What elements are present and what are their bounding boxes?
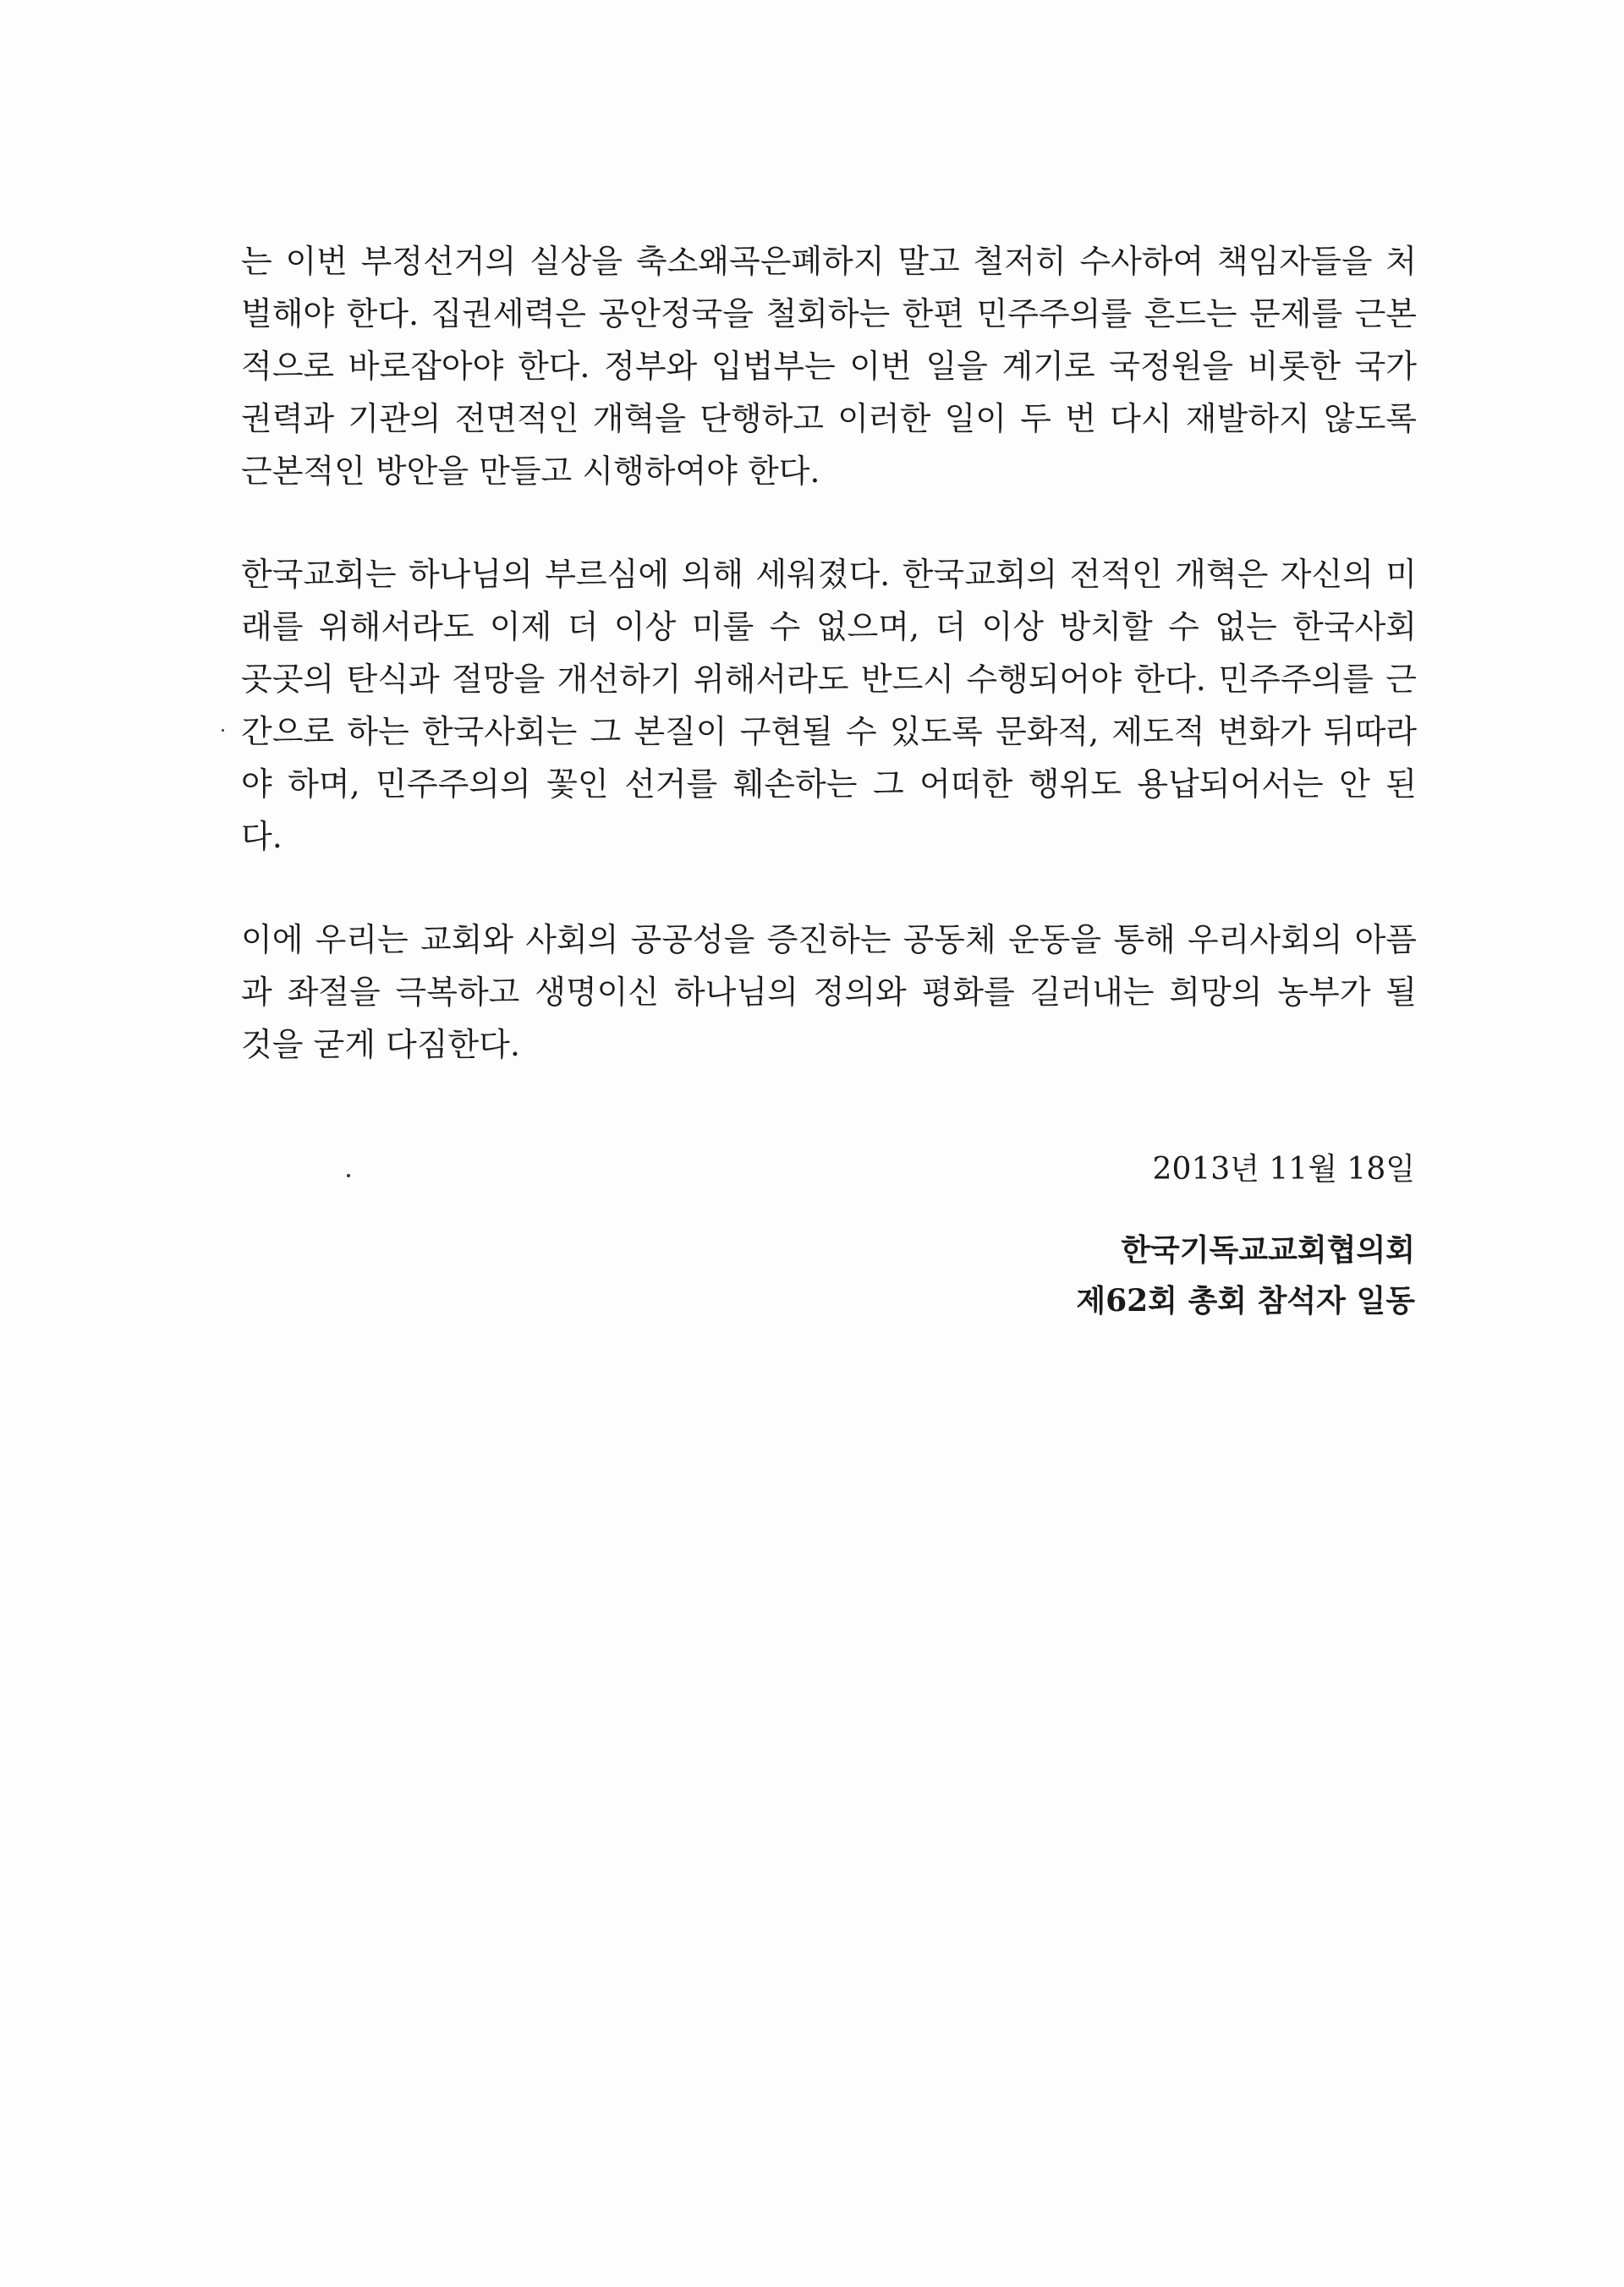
text-line: 근본적인 방안을 만들고 시행하여야 한다. xyxy=(241,452,820,490)
statement-date: 2013년 11월 18일 xyxy=(1152,1152,1415,1187)
paragraph-1 xyxy=(241,235,1417,497)
text-line: 이에 우리는 교회와 사회의 공공성을 증진하는 공동체 운동을 통해 우리사회의 아픔 xyxy=(241,921,1417,958)
text-line: 것을 굳게 다짐한다. xyxy=(241,1026,520,1063)
text-line: 권력과 기관의 전면적인 개혁을 단행하고 이러한 일이 두 번 다시 재발하지 않도록 xyxy=(241,400,1417,437)
organization-name: 한국기독교교회협의회 xyxy=(1121,1232,1415,1268)
text-line: 한국교회는 하나님의 부르심에 의해 세워졌다. 한국교회의 전적인 개혁은 자신의 미 xyxy=(241,556,1417,593)
text-line: 는 이번 부정선거의 실상을 축소왜곡은폐하지 말고 철저히 수사하여 책임자들을 처 xyxy=(241,243,1417,280)
text-line: 간으로 하는 한국사회는 그 본질이 구현될 수 있도록 문화적, 제도적 변화가 뒤따라 xyxy=(241,713,1417,750)
text-line: 다. xyxy=(241,818,283,855)
text-line: 곳곳의 탄식과 절망을 개선하기 위해서라도 반드시 수행되어야 한다. 민주주의를 근 xyxy=(241,661,1417,698)
statement-body xyxy=(241,235,1417,1122)
scan-speck xyxy=(222,729,224,732)
text-line: 야 하며, 민주주의의 꽃인 선거를 훼손하는 그 어떠한 행위도 용납되어서는 안 된 xyxy=(241,765,1417,803)
paragraph-2 xyxy=(241,548,1417,863)
text-line: 래를 위해서라도 이제 더 이상 미룰 수 없으며, 더 이상 방치할 수 없는 한국사회 xyxy=(241,608,1417,645)
text-line: 적으로 바로잡아야 한다. 정부와 입법부는 이번 일을 계기로 국정원을 비롯한 국가 xyxy=(241,348,1417,385)
paragraph-3 xyxy=(241,913,1417,1071)
scan-speck xyxy=(347,1174,350,1177)
text-line: 과 좌절을 극복하고 생명이신 하나님의 정의와 평화를 길러내는 희망의 농부가 될 xyxy=(241,973,1417,1011)
signature-block xyxy=(1076,1149,1415,1326)
signatory-group: 제62회 총회 참석자 일동 xyxy=(1076,1283,1415,1319)
text-line: 벌해야 한다. 집권세력은 공안정국을 철회하는 한편 민주주의를 흔드는 문제를 근본 xyxy=(241,295,1417,332)
